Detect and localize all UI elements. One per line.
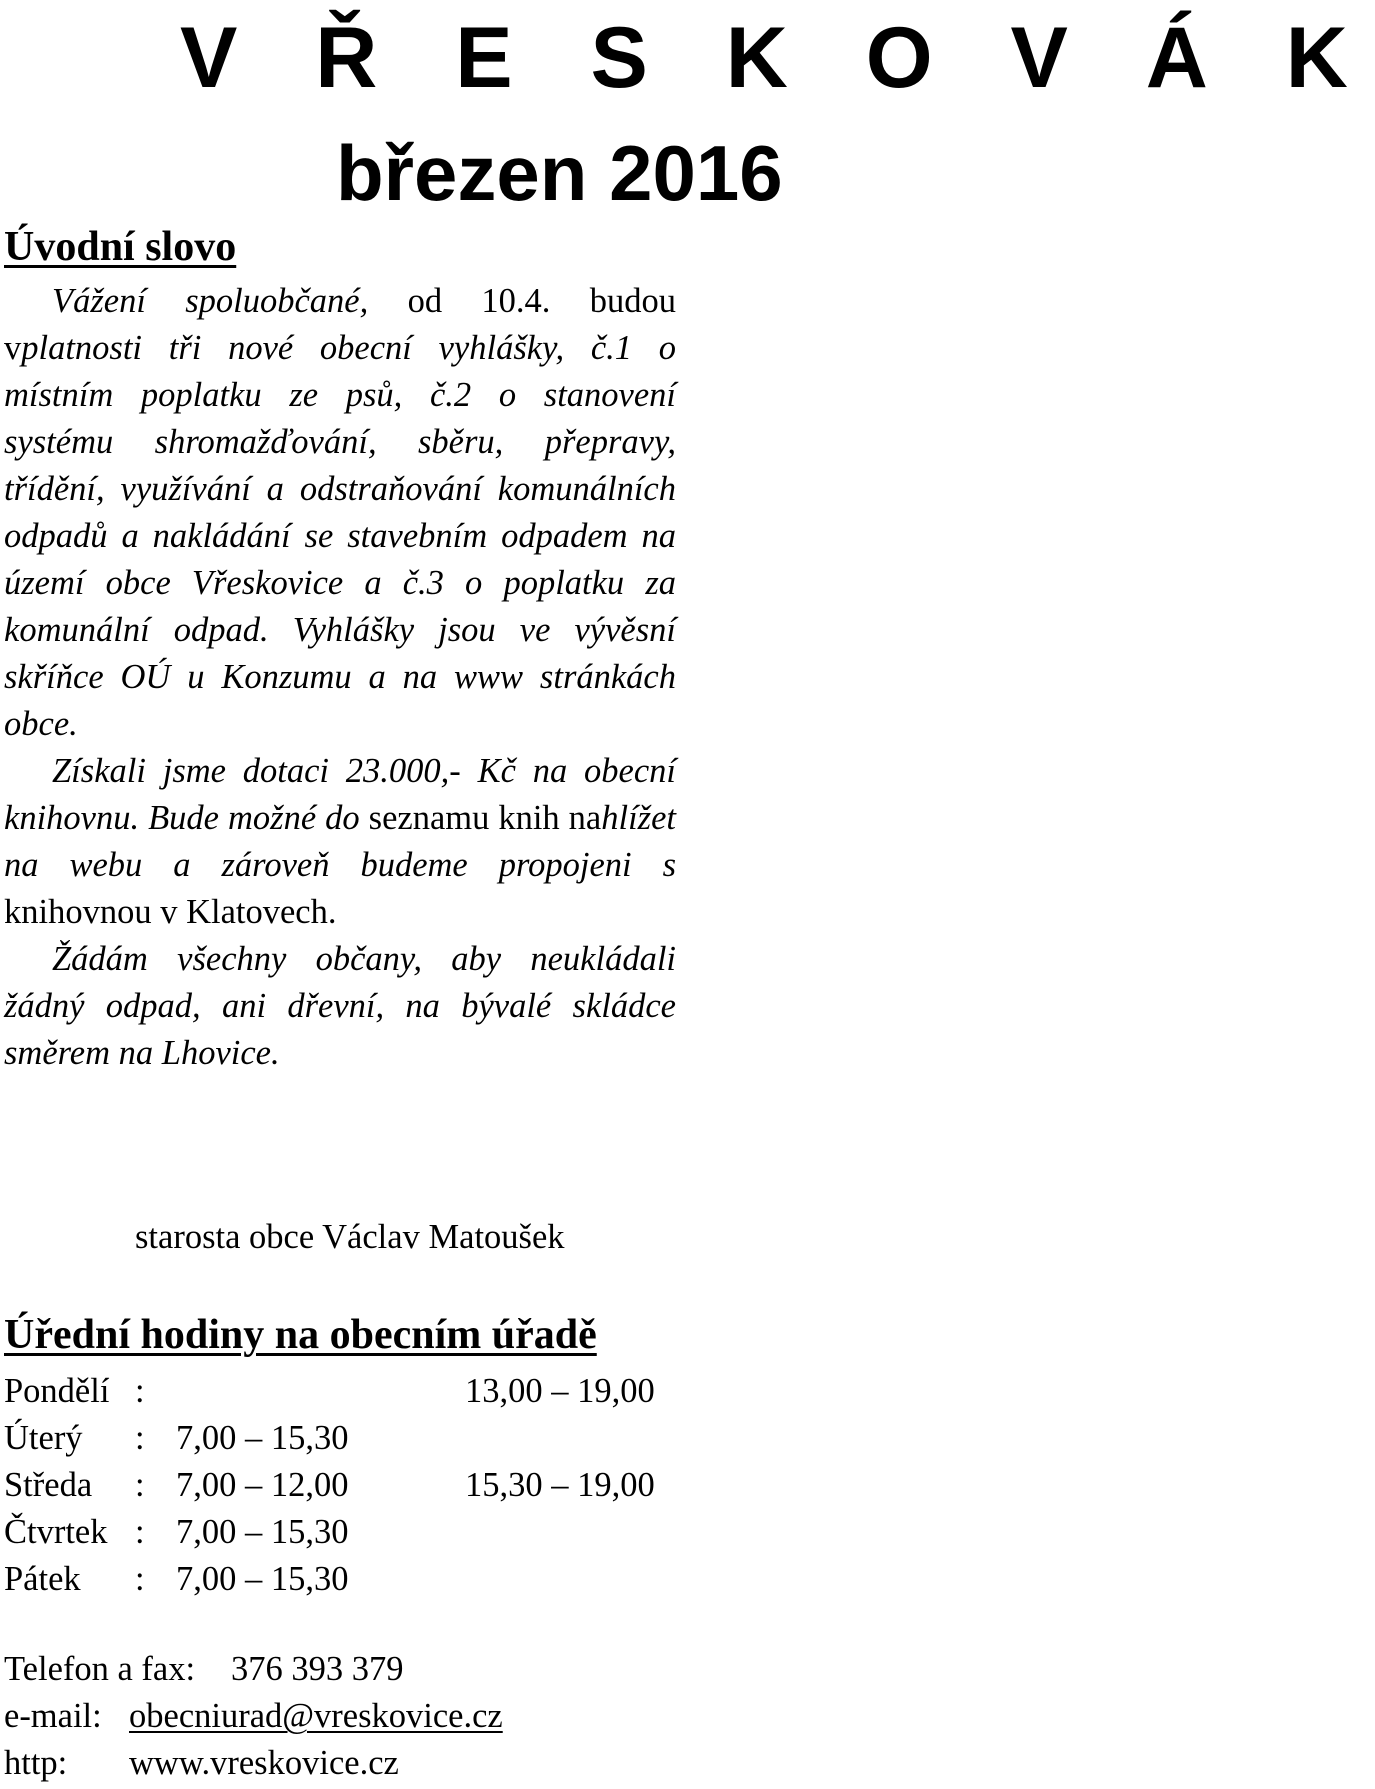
hours-day: Středa: [4, 1466, 93, 1504]
website-link[interactable]: www.vreskovice.cz: [129, 1744, 399, 1782]
hours-morning: 7,00 – 12,00: [176, 1466, 349, 1504]
intro-paragraph-2: [4, 748, 676, 936]
office-hours-heading: Úřední hodiny na obecním úřadě: [4, 1312, 597, 1358]
hours-morning: 7,00 – 15,30: [176, 1419, 349, 1457]
phone-label: Telefon a fax:: [4, 1650, 196, 1688]
hours-colon: :: [135, 1419, 145, 1457]
newsletter-title: V Ř E S K O V Á K: [180, 10, 1375, 106]
hours-day: Pondělí: [4, 1372, 110, 1410]
intro-p2-normal-b: knihovnou v Klatovech.: [4, 893, 337, 931]
hours-morning: 7,00 – 15,30: [176, 1560, 349, 1598]
hours-day: Úterý: [4, 1419, 83, 1457]
intro-p3-text: Žádám všechny občany, aby neukládali žádný odpad, ani dřevní, na bývalé skládce směrem na Lhovice.: [4, 940, 676, 1072]
hours-colon: :: [135, 1513, 145, 1551]
intro-text: [4, 278, 676, 1077]
intro-p2-italic-mid: hlížet na webu a zároveň budeme propojeni s: [4, 799, 676, 884]
web-label: http:: [4, 1744, 68, 1782]
intro-p1-normal: od 10.4. budou v: [4, 282, 676, 367]
hours-day: Čtvrtek: [4, 1513, 108, 1551]
phone-number: 376 393 379: [231, 1650, 404, 1688]
intro-paragraph-1: [4, 278, 676, 748]
intro-p2-normal-a: seznamu knih na: [359, 799, 602, 837]
hours-colon: :: [135, 1372, 145, 1410]
hours-colon: :: [135, 1466, 145, 1504]
email-label: e-mail:: [4, 1697, 102, 1735]
hours-morning: 7,00 – 15,30: [176, 1513, 349, 1551]
mayor-signature: starosta obce Václav Matoušek: [135, 1218, 565, 1256]
issue-date: březen 2016: [336, 129, 783, 217]
hours-afternoon: 15,30 – 19,00: [465, 1466, 655, 1504]
intro-p1-italic-start: Vážení spoluobčané,: [52, 282, 369, 320]
hours-afternoon: 13,00 – 19,00: [465, 1372, 655, 1410]
hours-colon: :: [135, 1560, 145, 1598]
intro-heading: Úvodní slovo: [4, 224, 237, 270]
email-link[interactable]: obecniurad@vreskovice.cz: [129, 1697, 503, 1735]
hours-day: Pátek: [4, 1560, 81, 1598]
intro-p1-italic-rest: platnosti tři nové obecní vyhlášky, č.1 o místním poplatku ze psů, č.2 o stanovení systému shromažďování, sběru, přepravy, třídění, využívání a odstraňování komunálních odpadů a nakládání se stavebním odpadem na území obce Vřeskovice a č.3 o poplatku za komunální odpad. Vyhlášky jsou ve vývěsní skříňce OÚ u Konzumu a na www stránkách obce.: [4, 329, 676, 743]
intro-p2-italic-start: Získali jsme dotaci 23.000,- Kč na obecní knihovnu. Bude možné do: [4, 752, 676, 837]
intro-paragraph-3: [4, 936, 676, 1077]
